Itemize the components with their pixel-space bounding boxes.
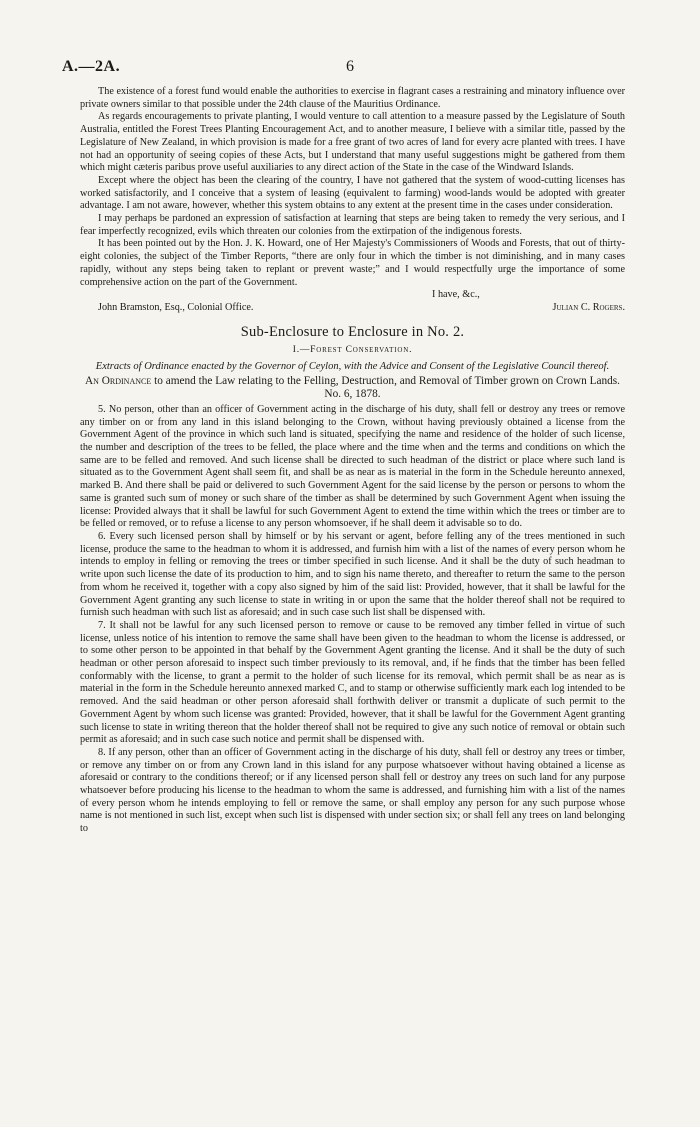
letter-paragraph: It has been pointed out by the Hon. J. K. Howard, one of Her Majesty's Commissioners of Woods and Forests, that out of thirty-eight colonies, the subject of the Timber Reports, “there are only four in which the timber is not diminishing, and in many cases rapidly, without any steps being taken to replant or prevent waste;” and I would respectfully urge the importance of some comprehensive action on the part of the Government. [80,238,625,288]
sub-enclosure-title: Sub-Enclosure to Enclosure in No. 2. [240,324,465,341]
page-number: 6 [346,58,354,75]
ordinance-section: 5. No person, other than an officer of Government acting in the discharge of his duty, shall fell or destroy any trees or remove any timber on or from any land in this island belonging to the Crown, without having previously obtained a license from the Government Agent of the province in which such land is situated, specifying the name and residence of the holder of such license, the number and description of the trees to be felled, the place where and the time when and the terms and conditions on which the same are to be felled and removed. And such license shall be directed to such headman of the district or place where such land is situated as to the Government Agent shall seem fit, and shall be as near as is material in the form in the Schedule hereunto annexed, marked B. And there shall be paid or delivered to such Government Agent for the said license by the person or persons to whom the same is granted such sum of money or such share of the timber as shall be determined by such Government Agent when issuing the license: Provided always that it shall be lawful for such Government Agent to extend the time within which the trees or timber are to be felled or removed, or to refuse a license to any person whomsoever, if he shall deem it advisable so to do. [80,403,625,530]
letter-signature: Julian C. Rogers. [552,302,625,314]
letter-closing: I have, &c., [432,289,480,301]
extract-heading: Extracts of Ordinance enacted by the Governor of Ceylon, with the Advice and Consent of the Legislative Council thereof. [95,360,610,372]
ordinance-label: An Ordinance [84,374,152,387]
ordinance-section: 7. It shall not be lawful for any such licensed person to remove or cause to be removed any timber felled in virtue of such license, unless notice of his intention to remove the same shall have been given to the headman to whom the license is addressed, or to some other person to be appointed in that behalf by the Government Agent granting the license. And it shall be the duty of such headman or other person aforesaid to inspect such timber previously to its removal, and, if he finds that the timber has been felled conformably with the license, to grant a permit to the holder of such license for its removal, which permit shall be as near as is material in the form in the Schedule hereunto annexed marked C, and to stamp or otherwise sufficiently mark each log intended to be removed. And the said headman or other person aforesaid shall forthwith deliver or transmit a duplicate of such permit to the Government Agent by whom such license was granted: Provided, however, that it shall be lawful for the Government Agent granting such license to state in writing thereon that the holder thereof shall not be required to give any such notice of removal or obtain such permit as aforesaid; and in such case such notice and permit shall be dispensed with. [80,619,625,746]
letter-addressee: John Bramston, Esq., Colonial Office. [98,302,254,314]
letter-paragraph: Except where the object has been the clearing of the country, I have not gathered that the system of wood-cutting licenses has worked satisfactorily, and I conceive that a system of leasing (equivalent to farming) wood-lands would be adopted with greater advantage. I am not aware, however, whether this system obtains to any extent at the present time in the cases under consideration. [80,174,625,212]
signature-line [80,302,625,315]
closing-line [80,289,625,302]
ordinance-text: to amend the Law relating to the Felling, Destruction, and Removal of Timber grown on Crown Lands. No. 6, 1878. [154,374,620,401]
letter-paragraph: As regards encouragements to private planting, I would venture to call attention to a measure passed by the Legislature of South Australia, entitled the Forest Trees Planting Encouragement Act, and to another measure, I believe with a similar title, passed by the Legislature of New Zealand, in which provision is made for a free grant of two acres of land for every acre planted with trees. I have not had an opportunity of seeing copies of these Acts, but I understand that many useful suggestions might be gathered from them which might cæteris paribus prove useful auxiliaries to any direct action of the State in the case of the Windward Islands. [80,111,625,174]
section-subtitle: I.—Forest Conservation. [292,345,413,356]
document-reference: A.—2A. [62,58,121,75]
letter-paragraph: The existence of a forest fund would enable the authorities to exercise in flagrant cases a restraining and minatory influence over private owners similar to that possible under the 24th clause of the Mauritius Ordinance. [80,86,625,110]
ordinance-section: 6. Every such licensed person shall by himself or by his servant or agent, before felling any of the trees mentioned in such license, produce the same to the headman to whom it is addressed, and furnish him with a list of the names of every person whom he intends to employ in felling or removing the trees or timber specified in such license. And it shall be the duty of such headman to write upon such license the date of its production to him, and to sign his name thereto, and thereafter to return the same to the person from whom he received it, together with a copy also signed by him of the said list: Provided, however, that it shall be lawful for the Government Agent granting any such license to state in writing in or upon the same that the holder thereof shall not be required to furnish such headman with such list as aforesaid; and in such case such list shall be dispensed with. [80,530,625,619]
letter-paragraph: I may perhaps be pardoned an expression of satisfaction at learning that steps are being taken to remedy the very serious, and I fear imperfectly recognized, evils which threaten our colonies from the extirpation of the indigenous forests. [80,213,625,237]
page-header [62,58,638,78]
page-body [80,86,625,836]
ordinance-section: 8. If any person, other than an officer of Government acting in the discharge of his duty, shall fell or destroy any trees or timber, or remove any timber on or from any Crown land in this island for any purpose whatsoever without having obtained a license as aforesaid or contrary to the conditions thereof; or if any licensed person shall fell or destroy any trees on such land for any purpose whatsoever before producing his license to the headman to whom the same is addressed, and furnishing him with a list of the names of every person whom he intends employing to fell or remove the same, or shall employ any person for any such purpose whose name is not mentioned in such list, except when such list is dispensed with under section six; or shall fell any trees on land belonging to [80,746,625,835]
ordinance-heading [80,375,625,402]
